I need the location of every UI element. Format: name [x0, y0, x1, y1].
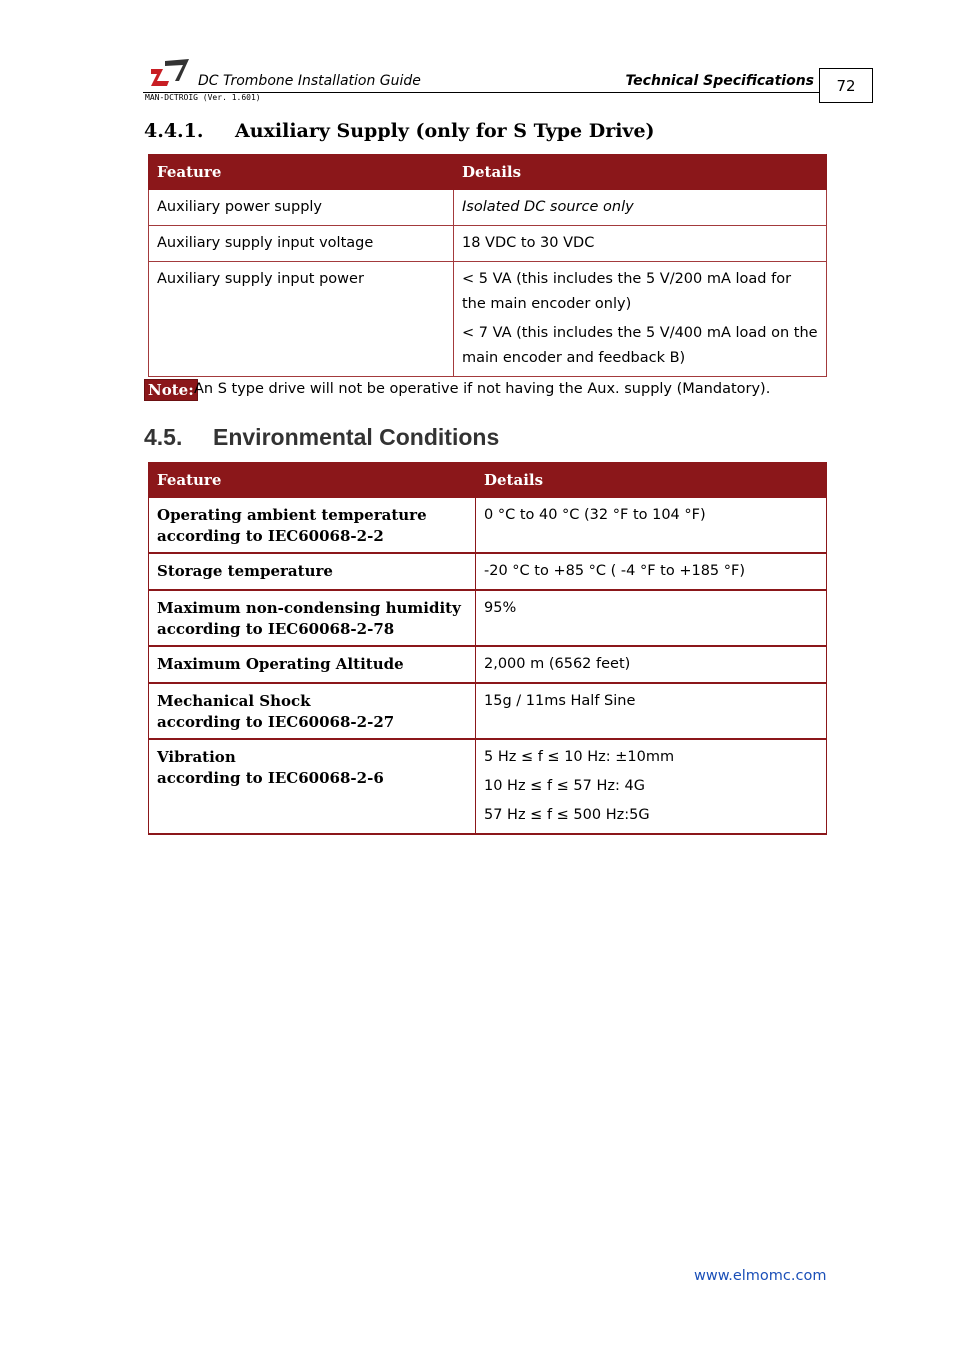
- feature-cell: [149, 646, 476, 683]
- feature-line: Mechanical Shock: [157, 692, 311, 710]
- column-header-feature: Feature: [149, 155, 454, 190]
- note-label: Note:: [144, 379, 198, 401]
- details-cell: -20 °C to +85 °C ( -4 °F to +185 °F): [476, 553, 827, 590]
- details-cell: 15g / 11ms Half Sine: [476, 683, 827, 739]
- environmental-table: [148, 462, 827, 835]
- note-text: An S type drive will not be operative if not having the Aux. supply (Mandatory).: [194, 381, 771, 397]
- aux-supply-table: [148, 154, 827, 377]
- details-cell: [454, 262, 827, 377]
- feature-cell: [149, 553, 476, 590]
- aux-supply-heading-title: Auxiliary Supply (only for S Type Drive): [235, 120, 655, 142]
- feature-line: Storage temperature: [157, 562, 333, 580]
- environmental-heading-title: Environmental Conditions: [213, 424, 500, 450]
- elmo-logo-icon: [149, 57, 191, 87]
- page-number: 72: [819, 68, 873, 103]
- feature-line: according to IEC60068-2-78: [157, 620, 395, 638]
- aux-supply-heading: [144, 120, 655, 142]
- feature-line: Maximum non-condensing humidity: [157, 599, 461, 617]
- details-cell: Isolated DC source only: [454, 190, 827, 226]
- header-section-title: Technical Specifications: [625, 73, 814, 89]
- document-code: MAN-DCTROIG (Ver. 1.601): [145, 93, 261, 102]
- aux-supply-heading-number: 4.4.1.: [144, 120, 204, 142]
- feature-cell: Auxiliary power supply: [149, 190, 454, 226]
- table-header-row: [149, 463, 827, 498]
- table-row: [149, 646, 827, 683]
- details-line: < 5 VA (this includes the 5 V/200 mA load for the main encoder only): [462, 271, 792, 312]
- feature-cell: [149, 498, 476, 554]
- details-cell: 95%: [476, 590, 827, 646]
- feature-cell: [149, 739, 476, 834]
- feature-cell: Auxiliary supply input power: [149, 262, 454, 377]
- column-header-details: Details: [454, 155, 827, 190]
- column-header-feature: Feature: [149, 463, 476, 498]
- feature-line: according to IEC60068-2-27: [157, 713, 395, 731]
- environmental-heading: [144, 424, 499, 451]
- feature-cell: Auxiliary supply input voltage: [149, 226, 454, 262]
- feature-line: Operating ambient temperature: [157, 506, 427, 524]
- feature-line: according to IEC60068-2-2: [157, 527, 384, 545]
- table-row: [149, 226, 827, 262]
- table-row: [149, 683, 827, 739]
- feature-cell: [149, 590, 476, 646]
- feature-line: according to IEC60068-2-6: [157, 769, 384, 787]
- details-cell: 2,000 m (6562 feet): [476, 646, 827, 683]
- details-line: 10 Hz ≤ f ≤ 57 Hz: 4G: [484, 778, 645, 794]
- details-cell: 18 VDC to 30 VDC: [454, 226, 827, 262]
- table-row: [149, 739, 827, 834]
- feature-cell: [149, 683, 476, 739]
- table-row: [149, 190, 827, 226]
- table-row: [149, 262, 827, 377]
- table-row: [149, 498, 827, 554]
- details-cell: 0 °C to 40 °C (32 °F to 104 °F): [476, 498, 827, 554]
- feature-line: Maximum Operating Altitude: [157, 655, 404, 673]
- details-line: < 7 VA (this includes the 5 V/400 mA load on the main encoder and feedback B): [462, 325, 818, 366]
- feature-line: Vibration: [157, 748, 236, 766]
- details-cell: [476, 739, 827, 834]
- website-link[interactable]: www.elmomc.com: [694, 1268, 827, 1284]
- table-row: [149, 553, 827, 590]
- environmental-heading-number: 4.5.: [144, 424, 183, 450]
- details-line: 57 Hz ≤ f ≤ 500 Hz:5G: [484, 807, 650, 823]
- column-header-details: Details: [476, 463, 827, 498]
- table-row: [149, 590, 827, 646]
- table-header-row: [149, 155, 827, 190]
- details-line: 5 Hz ≤ f ≤ 10 Hz: ±10mm: [484, 749, 675, 765]
- document-title: DC Trombone Installation Guide: [198, 73, 421, 89]
